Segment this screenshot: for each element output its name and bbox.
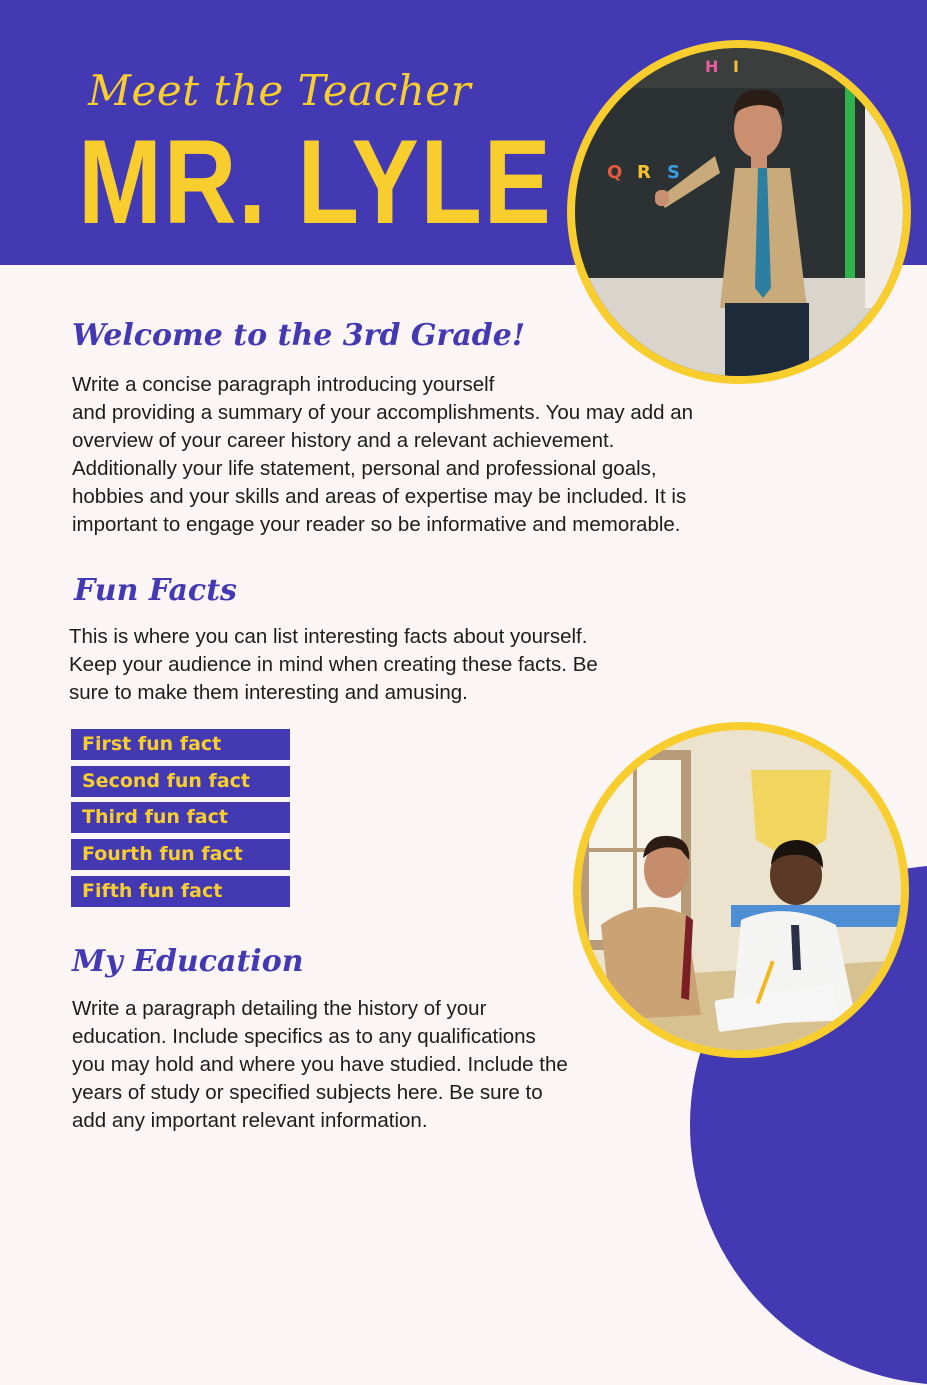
classroom-photo (581, 730, 901, 1050)
education-line: Write a paragraph detailing the history of your (72, 997, 487, 1020)
welcome-line: Additionally your life statement, personal and professional goals, (72, 457, 657, 480)
classroom-photo-frame (573, 722, 909, 1058)
teacher-photo (575, 48, 903, 376)
fun-fact-item: Fourth fun fact (71, 839, 290, 870)
education-line: education. Include specifics as to any qualifications (72, 1025, 536, 1048)
svg-text:S: S (667, 162, 680, 183)
welcome-line: and providing a summary of your accomplishments. You may add an (72, 401, 694, 424)
fun-facts-line: This is where you can list interesting facts about yourself. (69, 625, 588, 648)
svg-text:I: I (733, 57, 739, 76)
svg-text:Q: Q (607, 162, 623, 183)
fun-facts-title: Fun Facts (74, 573, 237, 608)
fun-facts-paragraph (69, 623, 598, 707)
teacher-photo-frame (567, 40, 911, 384)
education-line: you may hold and where you have studied. Include the (72, 1053, 568, 1076)
welcome-line: overview of your career history and a relevant achievement. (72, 429, 615, 452)
svg-text:R: R (637, 162, 651, 183)
welcome-paragraph (72, 371, 693, 539)
welcome-line: hobbies and your skills and areas of expertise may be included. It is (72, 485, 687, 508)
education-line: add any important relevant information. (72, 1109, 428, 1132)
fun-facts-line: Keep your audience in mind when creating these facts. Be (69, 653, 598, 676)
education-line: years of study or specified subjects here. Be sure to (72, 1081, 543, 1104)
education-title: My Education (72, 944, 304, 979)
fun-fact-item: Second fun fact (71, 766, 290, 797)
page-subtitle: Meet the Teacher (88, 66, 472, 115)
welcome-line: Write a concise paragraph introducing yourself (72, 373, 495, 396)
welcome-line: important to engage your reader so be informative and memorable. (72, 513, 681, 536)
education-paragraph (72, 995, 568, 1135)
fun-facts-line: sure to make them interesting and amusing. (69, 681, 468, 704)
fun-fact-item: Fifth fun fact (71, 876, 290, 907)
svg-text:H: H (705, 57, 719, 76)
fun-fact-item: Third fun fact (71, 802, 290, 833)
teacher-name: MR. LYLE (78, 115, 553, 249)
fun-fact-item: First fun fact (71, 729, 290, 760)
welcome-title: Welcome to the 3rd Grade! (72, 318, 525, 353)
